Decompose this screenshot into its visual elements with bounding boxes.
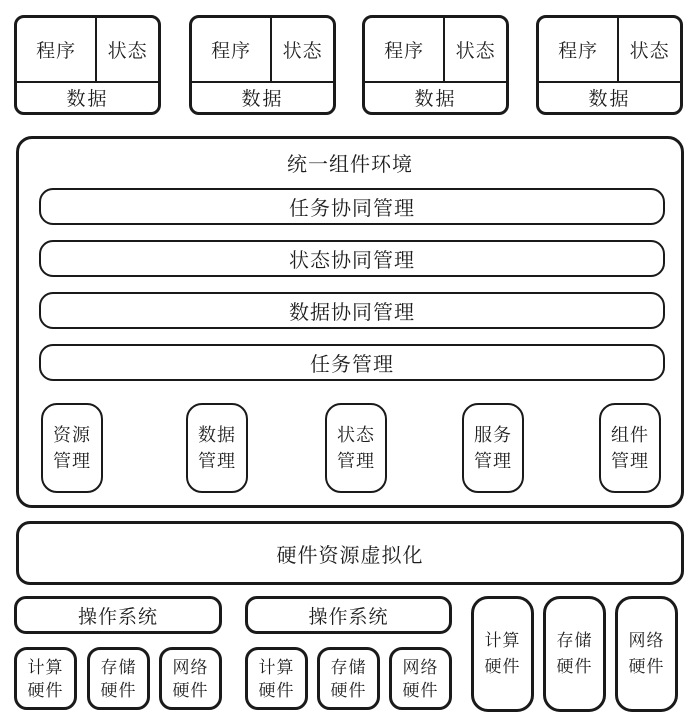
program-node-1-top-row: [17, 18, 158, 81]
bare-hw-network-line1: 网络: [628, 631, 665, 650]
manager-component-line1: 组件: [611, 425, 649, 445]
manager-data-line2: 管理: [198, 451, 236, 471]
hw-compute-group1: [14, 647, 77, 710]
program-node-3: [362, 15, 509, 115]
program-node-1: [14, 15, 161, 115]
program-cell: 程序: [539, 18, 619, 81]
hw-network-group1-line1: 网络: [172, 657, 209, 677]
hw-compute-group2: [245, 647, 308, 710]
program-cell: 程序: [365, 18, 445, 81]
data-cell: 数据: [365, 81, 506, 112]
hw-network-group1: [159, 647, 222, 710]
state-cell: 状态: [455, 41, 496, 62]
program-node-2: [189, 15, 336, 115]
state-cell: 状态: [282, 41, 323, 62]
layer-task-collaboration-mgmt: 任务协同管理: [39, 188, 665, 225]
program-node-2-top-row: [192, 18, 333, 81]
manager-resource-line1: 资源: [53, 425, 91, 445]
data-cell: 数据: [192, 81, 333, 112]
bare-hw-compute-line2: 硬件: [484, 657, 521, 676]
bare-hw-network-line2: 硬件: [628, 657, 665, 676]
manager-component: [599, 403, 661, 493]
program-node-4: [536, 15, 683, 115]
hw-network-group1-line2: 硬件: [172, 680, 209, 700]
hw-storage-group2-line2: 硬件: [330, 680, 367, 700]
hw-storage-group2-line1: 存储: [330, 657, 367, 677]
environment-title: 统一组件环境: [287, 154, 413, 176]
data-cell: 数据: [539, 81, 680, 112]
layer-state-collaboration-mgmt: 状态协同管理: [39, 240, 665, 277]
manager-service-line2: 管理: [474, 451, 512, 471]
manager-data-line1: 数据: [198, 425, 236, 445]
hw-compute-group1-line2: 硬件: [27, 680, 64, 700]
hw-compute-group2-line2: 硬件: [258, 680, 295, 700]
hw-storage-group1-line1: 存储: [100, 657, 137, 677]
layer-data-collaboration-mgmt: 数据协同管理: [39, 292, 665, 329]
layer-task-mgmt: 任务管理: [39, 344, 665, 381]
hw-compute-group1-line1: 计算: [27, 657, 64, 677]
manager-resource-line2: 管理: [53, 451, 91, 471]
hw-network-group2: [389, 647, 452, 710]
program-cell: 程序: [17, 18, 97, 81]
program-node-3-top-row: [365, 18, 506, 81]
bare-hw-compute: [471, 596, 534, 712]
unified-component-environment: [16, 136, 684, 508]
manager-service-line1: 服务: [474, 425, 512, 445]
hardware-virtualization-label: 硬件资源虚拟化: [276, 544, 424, 567]
hw-storage-group1-line2: 硬件: [100, 680, 137, 700]
manager-data: [186, 403, 248, 493]
os-box-1: 操作系统: [14, 596, 222, 634]
hw-storage-group2: [317, 647, 380, 710]
bare-hw-network: [615, 596, 678, 712]
manager-state-line2: 管理: [337, 451, 375, 471]
manager-component-line2: 管理: [611, 451, 649, 471]
state-cell: 状态: [629, 41, 670, 62]
manager-service: [462, 403, 524, 493]
hw-storage-group1: [87, 647, 150, 710]
manager-state: [325, 403, 387, 493]
data-cell: 数据: [17, 81, 158, 112]
program-node-4-top-row: [539, 18, 680, 81]
bare-hw-compute-line1: 计算: [484, 631, 521, 650]
hw-compute-group2-line1: 计算: [258, 657, 295, 677]
os-box-2: 操作系统: [245, 596, 452, 634]
hw-network-group2-line2: 硬件: [402, 680, 439, 700]
hw-network-group2-line1: 网络: [402, 657, 439, 677]
state-cell: 状态: [107, 41, 148, 62]
manager-state-line1: 状态: [337, 425, 375, 445]
hardware-virtualization-layer: [16, 521, 684, 585]
program-cell: 程序: [192, 18, 272, 81]
bare-hw-storage-line1: 存储: [556, 631, 593, 650]
manager-resource: [41, 403, 103, 493]
bare-hw-storage-line2: 硬件: [556, 657, 593, 676]
bare-hw-storage: [543, 596, 606, 712]
